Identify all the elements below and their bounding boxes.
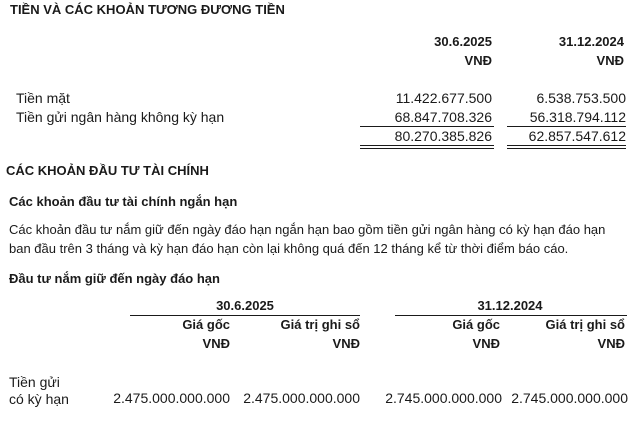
group-line-2024: [395, 315, 627, 316]
heading-held-to-maturity: Đầu tư nắm giữ đến ngày đáo hạn: [9, 271, 220, 286]
col-currency-cost-2025: VNĐ: [202, 336, 230, 351]
subtitle-short-term: Các khoản đầu tư tài chính ngắn hạn: [9, 194, 238, 209]
row-label-demand-deposits: Tiền gửi ngân hàng không kỳ hạn: [16, 109, 225, 125]
subtotal-line-2024: [507, 126, 626, 127]
group-line-2025: [130, 315, 360, 316]
subtotal-line-2025: [360, 126, 494, 127]
group-date-2024: 31.12.2024: [477, 298, 543, 313]
term-deposit-cost-2024: 2.745.000.000.000: [385, 390, 502, 406]
total-double-line-2025-a: [360, 145, 494, 146]
total-double-line-2025-b: [360, 148, 494, 149]
total-double-line-2024-a: [507, 145, 626, 146]
col-date-2025: 30.6.2025: [434, 34, 492, 49]
col-currency-cost-2024: VNĐ: [472, 336, 500, 351]
col-date-2024: 31.12.2024: [558, 34, 624, 49]
col-cost-2024: Giá gốc: [452, 317, 500, 332]
col-book-2024: Giá trị ghi sổ: [545, 317, 625, 332]
term-deposit-book-2025: 2.475.000.000.000: [243, 390, 360, 406]
term-deposit-book-2024: 2.745.000.000.000: [511, 390, 628, 406]
total-value-2025: 80.270.385.826: [394, 128, 492, 144]
col-currency-2025: VNĐ: [464, 53, 492, 68]
term-deposit-cost-2025: 2.475.000.000.000: [113, 390, 230, 406]
section-title-cash: TIỀN VÀ CÁC KHOẢN TƯƠNG ĐƯƠNG TIỀN: [10, 2, 285, 17]
row-label-term-deposits-1: Tiền gửi: [9, 374, 60, 390]
col-currency-2024: VNĐ: [596, 53, 624, 68]
col-cost-2025: Giá gốc: [182, 317, 230, 332]
row-label-term-deposits-2: có kỳ hạn: [9, 391, 69, 407]
row-value-cash-2024: 6.538.753.500: [536, 90, 626, 106]
col-currency-book-2024: VNĐ: [597, 336, 625, 351]
row-label-cash: Tiền mặt: [16, 90, 70, 106]
description-line-2: ban đầu trên 3 tháng và kỳ hạn đáo hạn còn lại không quá đến 12 tháng kể từ thời điểm báo cáo.: [9, 241, 569, 256]
col-book-2025: Giá trị ghi sổ: [280, 317, 360, 332]
group-date-2025: 30.6.2025: [216, 298, 274, 313]
section-title-investments: CÁC KHOẢN ĐẦU TƯ TÀI CHÍNH: [6, 163, 209, 178]
row-value-cash-2025: 11.422.677.500: [395, 90, 492, 106]
description-line-1: Các khoản đầu tư nắm giữ đến ngày đáo hạn ngắn hạn bao gồm tiền gửi ngân hàng có kỳ hạn đáo hạn: [9, 222, 606, 237]
row-value-deposits-2025: 68.847.708.326: [394, 109, 492, 125]
col-currency-book-2025: VNĐ: [332, 336, 360, 351]
total-double-line-2024-b: [507, 148, 626, 149]
total-value-2024: 62.857.547.612: [528, 128, 626, 144]
row-value-deposits-2024: 56.318.794.112: [529, 109, 626, 125]
